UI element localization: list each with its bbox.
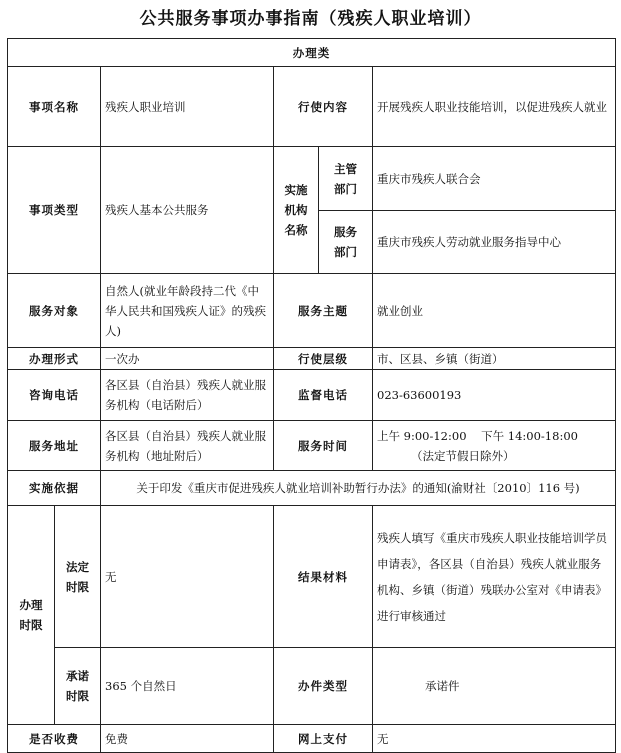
inquiry-phone-label: 咨询电话 bbox=[8, 370, 101, 421]
service-dept-value: 重庆市残疾人劳动就业服务指导中心 bbox=[373, 211, 616, 274]
page-title: 公共服务事项办事指南（残疾人职业培训） bbox=[139, 9, 482, 29]
table-row bbox=[8, 648, 616, 725]
promised-limit-value: 365 个自然日 bbox=[101, 648, 274, 725]
basis-value: 关于印发《重庆市促进残疾人就业培训补助暂行办法》的通知(渝财社〔2010〕116 号) bbox=[101, 471, 616, 506]
item-type-value: 残疾人基本公共服务 bbox=[101, 147, 274, 274]
service-time-label: 服务时间 bbox=[274, 421, 373, 471]
service-dept-label-line: 部门 bbox=[334, 245, 357, 259]
case-type-value: 承诺件 bbox=[373, 648, 616, 725]
service-target-value: 自然人(就业年龄段持二代《中华人民共和国残疾人证》的残疾人) bbox=[101, 274, 274, 348]
impl-org-label bbox=[274, 147, 319, 274]
item-type-label: 事项类型 bbox=[8, 147, 101, 274]
promised-limit-label-line: 承诺 bbox=[66, 669, 89, 683]
service-time-line: 上午 9:00-12:00 下午 14:00-18:00 bbox=[377, 428, 578, 443]
exercise-content-value: 开展残疾人职业技能培训，以促进残疾人就业 bbox=[373, 67, 616, 147]
exercise-level-value: 市、区县、乡镇（街道） bbox=[373, 348, 616, 370]
impl-org-label-line: 实施 bbox=[284, 183, 308, 197]
service-target-label: 服务对象 bbox=[8, 274, 101, 348]
legal-limit-label-line: 时限 bbox=[66, 579, 89, 594]
online-payment-label: 网上支付 bbox=[274, 725, 373, 753]
table-row bbox=[8, 147, 616, 211]
service-address-label: 服务地址 bbox=[8, 421, 101, 471]
supervisor-label-line: 主管 bbox=[334, 161, 357, 176]
inquiry-phone-value: 各区县（自治县）残疾人就业服务机构（电话附后） bbox=[101, 370, 274, 421]
supervision-phone-value: 023-63600193 bbox=[373, 370, 616, 421]
item-name-label: 事项名称 bbox=[8, 67, 101, 147]
table-row bbox=[8, 67, 616, 147]
legal-limit-label-line: 法定 bbox=[66, 559, 89, 574]
impl-org-label-line: 机构 bbox=[284, 203, 308, 217]
exercise-level-label: 行使层级 bbox=[274, 348, 373, 370]
table-row bbox=[8, 370, 616, 421]
table-row bbox=[8, 725, 616, 753]
table-row bbox=[8, 348, 616, 370]
case-type-label: 办件类型 bbox=[274, 648, 373, 725]
item-name-value: 残疾人职业培训 bbox=[101, 67, 274, 147]
table-row bbox=[8, 471, 616, 506]
service-theme-label: 服务主题 bbox=[274, 274, 373, 348]
supervisor-label-line: 部门 bbox=[334, 181, 357, 196]
table-row bbox=[8, 274, 616, 348]
service-dept-label bbox=[319, 211, 373, 274]
service-theme-value: 就业创业 bbox=[373, 274, 616, 348]
service-time-value bbox=[373, 421, 616, 471]
basis-label: 实施依据 bbox=[8, 471, 101, 506]
supervisor-label bbox=[319, 147, 373, 211]
time-limit-label-line: 办理 bbox=[19, 598, 43, 612]
handling-form-value: 一次办 bbox=[101, 348, 274, 370]
table-row bbox=[8, 421, 616, 471]
time-limit-label bbox=[8, 506, 55, 725]
promised-limit-label-line: 时限 bbox=[66, 689, 89, 703]
service-time-line: （法定节假日除外） bbox=[411, 448, 515, 463]
exercise-content-label: 行使内容 bbox=[274, 67, 373, 147]
result-material-label: 结果材料 bbox=[274, 506, 373, 648]
fee-value: 免费 bbox=[101, 725, 274, 753]
impl-org-label-line: 名称 bbox=[284, 223, 308, 237]
result-material-value: 残疾人填写《重庆市残疾人职业技能培训学员申请表》，各区县（自治县）残疾人就业服务机构、乡镇（街道）残联办公室对《申请表》进行审核通过 bbox=[373, 506, 616, 648]
section-title: 办理类 bbox=[8, 39, 616, 67]
service-dept-label-line: 服务 bbox=[334, 225, 357, 239]
handling-form-label: 办理形式 bbox=[8, 348, 101, 370]
supervision-phone-label: 监督电话 bbox=[274, 370, 373, 421]
section-row bbox=[8, 39, 616, 67]
legal-limit-label bbox=[55, 506, 101, 648]
time-limit-label-line: 时限 bbox=[19, 618, 43, 632]
guide-table bbox=[7, 38, 616, 753]
fee-label: 是否收费 bbox=[8, 725, 101, 753]
online-payment-value: 无 bbox=[373, 725, 616, 753]
table-row bbox=[8, 506, 616, 648]
legal-limit-value: 无 bbox=[101, 506, 274, 648]
service-address-value: 各区县（自治县）残疾人就业服务机构（地址附后） bbox=[101, 421, 274, 471]
supervisor-value: 重庆市残疾人联合会 bbox=[373, 147, 616, 211]
promised-limit-label bbox=[55, 648, 101, 725]
